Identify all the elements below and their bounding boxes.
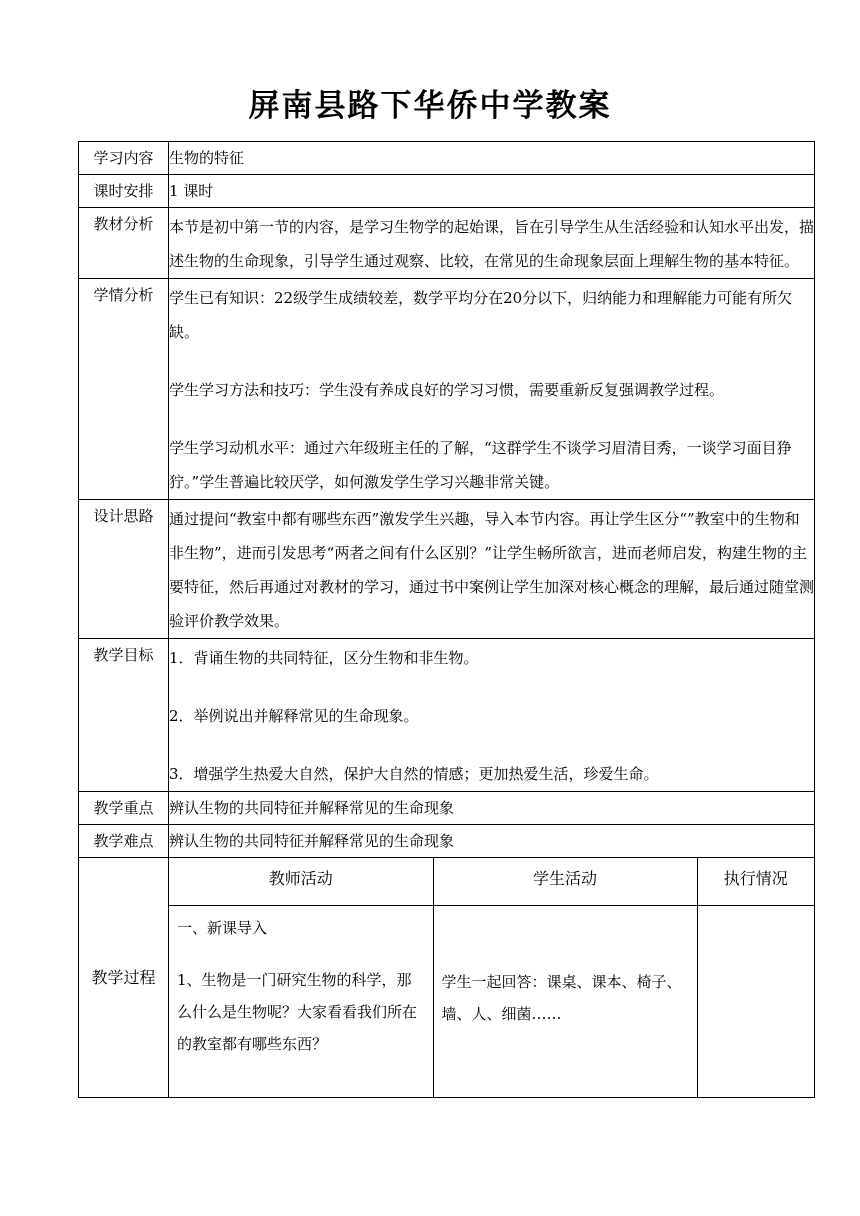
value-students <box>169 279 815 500</box>
teacher-activity <box>169 905 433 1097</box>
process-table <box>169 858 814 1097</box>
label-content: 学习内容 <box>79 142 169 175</box>
row-material <box>79 208 815 279</box>
label-material: 教材分析 <box>79 208 169 279</box>
student-text: 学生一起回答：课桌、课本、椅子、墙、人、细菌…… <box>441 972 682 1023</box>
header-status: 执行情况 <box>697 858 814 905</box>
material-text: 本节是初中第一节的内容，是学习生物学的起始课，旨在引导学生从生活经验和认知水平出发，描述生物的生命现象，引导学生通过观察、比较，在常见的生命现象层面上理解生物的基本特征。 <box>169 218 815 270</box>
row-schedule <box>79 175 815 208</box>
value-schedule: 1 课时 <box>169 175 815 208</box>
students-p1: 学生已有知识：22级学生成绩较差，数学平均分在20分以下，归纳能力和理解能力可能有所欠缺。 <box>169 289 793 341</box>
teacher-section: 一、新课导入 <box>177 918 268 937</box>
row-content <box>79 142 815 175</box>
page-title: 屏南县路下华侨中学教案 <box>248 88 612 124</box>
students-p2: 学生学习方法和技巧：学生没有养成良好的学习习惯，需要重新反复强调教学过程。 <box>169 381 725 399</box>
value-design <box>169 500 815 639</box>
label-difficulty: 教学难点 <box>79 825 169 858</box>
label-students: 学情分析 <box>79 279 169 500</box>
header-teacher: 教师活动 <box>169 858 433 905</box>
label-design: 设计思路 <box>79 500 169 639</box>
row-difficulty <box>79 825 815 858</box>
row-goals <box>79 639 815 792</box>
value-goals <box>169 639 815 792</box>
value-content: 生物的特征 <box>169 142 815 175</box>
row-process <box>79 858 815 1098</box>
goal-2: 2．举例说出并解释常见的生命现象。 <box>169 707 419 725</box>
value-material <box>169 208 815 279</box>
status-cell <box>697 905 814 1097</box>
header-student: 学生活动 <box>433 858 697 905</box>
student-activity <box>433 905 697 1097</box>
row-key <box>79 792 815 825</box>
students-p3: 学生学习动机水平：通过六年级班主任的了解，“这群学生不谈学习眉清目秀，一谈学习面目狰狞。”学生普遍比较厌学，如何激发学生学习兴趣非常关键。 <box>169 439 792 491</box>
label-key: 教学重点 <box>79 792 169 825</box>
label-process: 教学过程 <box>79 858 169 1098</box>
goal-1: 1．背诵生物的共同特征，区分生物和非生物。 <box>169 649 479 667</box>
label-goals: 教学目标 <box>79 639 169 792</box>
process-cell <box>169 858 815 1098</box>
row-design <box>79 500 815 639</box>
teacher-text: 1、生物是一门研究生物的科学，那么什么是生物呢？大家看看我们所在的教室都有哪些东西？ <box>177 970 418 1053</box>
design-text: 通过提问“教室中都有哪些东西”激发学生兴趣，导入本节内容。再让学生区分“”教室中的生物和非生物”，进而引发思考“两者之间有什么区别？”让学生畅所欲言，进而老师启发，构建生物的主要特征，然后再通过对教材的学习，通过书中案例让学生加深对核心概念的理解，最后通过随堂测验评价教学效果。 <box>169 510 815 630</box>
lesson-plan-table <box>78 141 815 1098</box>
value-difficulty: 辨认生物的共同特征并解释常见的生命现象 <box>169 825 815 858</box>
label-schedule: 课时安排 <box>79 175 169 208</box>
process-header-row <box>169 858 814 905</box>
value-key: 辨认生物的共同特征并解释常见的生命现象 <box>169 792 815 825</box>
row-students <box>79 279 815 500</box>
process-body-row <box>169 905 814 1097</box>
goal-3: 3．增强学生热爱大自然，保护大自然的情感；更加热爱生活，珍爱生命。 <box>169 765 659 783</box>
